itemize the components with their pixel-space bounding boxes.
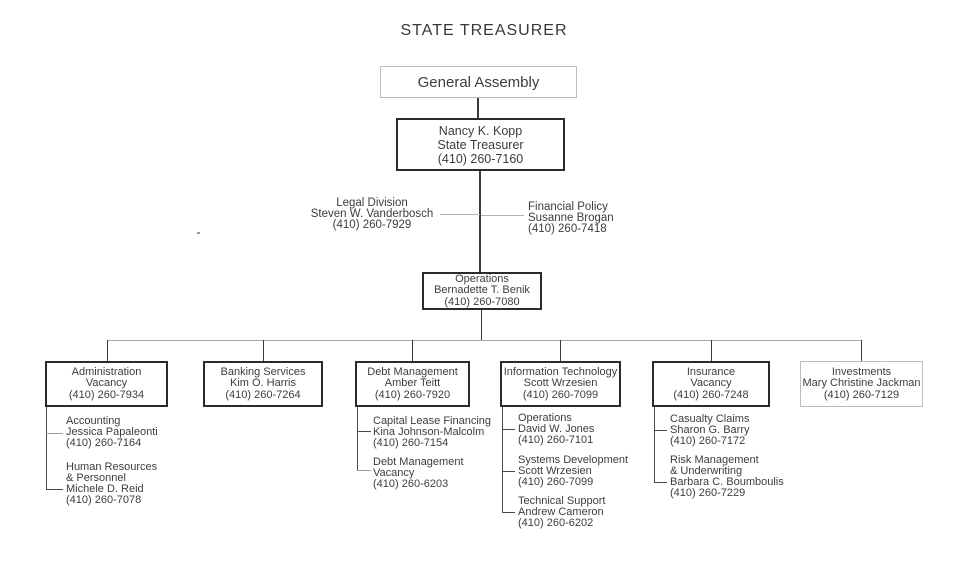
connector-drop-debt [412, 340, 413, 361]
node-financial-policy [528, 202, 648, 235]
connector-rail [107, 340, 861, 341]
financial-policy-name: Susanne Brogan [528, 212, 614, 224]
unit-phone: (410) 260-7229 [670, 487, 746, 499]
operations-phone: (410) 260-7080 [444, 295, 520, 308]
node-insurance [652, 361, 770, 407]
scan-speck [197, 232, 200, 234]
unit-title: Human Resources [66, 461, 158, 473]
tick-human-resources [46, 489, 63, 490]
dept-name: Scott Wrzesien [523, 377, 598, 390]
treasurer-phone: (410) 260-7160 [437, 151, 524, 166]
tick-accounting [46, 433, 63, 434]
bracket-administration [46, 407, 47, 489]
dept-title: Debt Management [367, 365, 458, 378]
unit-name: Scott Wrzesien [518, 465, 592, 477]
unit-title: Technical Support [518, 495, 606, 507]
unit-phone: (410) 260-7099 [518, 476, 594, 488]
tick-risk-management [654, 482, 667, 483]
unit-title: Debt Management [373, 456, 464, 468]
tick-capital-lease [357, 431, 371, 432]
unit-phone: (410) 260-6202 [518, 517, 594, 529]
tick-casualty-claims [654, 430, 667, 431]
node-administration [45, 361, 168, 407]
unit-risk-management [670, 455, 784, 499]
unit-capital-lease-financing [373, 416, 491, 449]
unit-title: Operations [518, 412, 572, 424]
node-general-assembly-label: General Assembly [417, 73, 540, 91]
dept-phone: (410) 260-7934 [68, 388, 145, 401]
dept-phone: (410) 260-7129 [823, 388, 900, 401]
unit-name: Vacancy [373, 467, 415, 479]
unit-name: Jessica Papaleonti [66, 426, 158, 438]
connector-financial [481, 215, 524, 216]
connector-drop-investments [861, 340, 862, 361]
legal-division-name: Steven W. Vanderbosch [310, 208, 434, 220]
node-treasurer [396, 118, 565, 171]
dept-name: Vacancy [690, 377, 732, 390]
connector-operations-rail [481, 310, 482, 340]
connector-drop-it [560, 340, 561, 361]
dept-title: Information Technology [503, 365, 618, 378]
unit-title2: & Personnel [66, 472, 126, 484]
node-debt-management [355, 361, 470, 407]
unit-title2: & Underwriting [670, 465, 743, 477]
financial-policy-title: Financial Policy [528, 201, 608, 213]
tick-systems-development [502, 471, 515, 472]
dept-title: Insurance [686, 365, 736, 378]
treasurer-name: Nancy K. Kopp [438, 123, 523, 138]
unit-human-resources [66, 462, 157, 506]
treasurer-title: State Treasurer [437, 137, 524, 152]
unit-title: Accounting [66, 415, 121, 427]
connector-drop-administration [107, 340, 108, 361]
node-general-assembly [380, 66, 577, 98]
tick-it-operations [502, 429, 515, 430]
unit-phone: (410) 260-7101 [518, 434, 594, 446]
unit-name: Michele D. Reid [66, 483, 144, 495]
bracket-insurance [654, 407, 655, 482]
node-investments [800, 361, 923, 407]
unit-technical-support [518, 496, 605, 529]
unit-accounting [66, 416, 158, 449]
tick-debt-vacancy [357, 470, 371, 471]
bracket-information-technology [502, 407, 503, 512]
unit-phone: (410) 260-7078 [66, 494, 142, 506]
node-legal-division [298, 198, 446, 231]
unit-name: Sharon G. Barry [670, 424, 750, 436]
page-title: STATE TREASURER [400, 22, 568, 39]
dept-phone: (410) 260-7920 [374, 388, 451, 401]
unit-title: Casualty Claims [670, 413, 750, 425]
unit-casualty-claims [670, 414, 749, 447]
dept-name: Kim O. Harris [230, 377, 296, 390]
unit-phone: (410) 260-6203 [373, 478, 449, 490]
unit-phone: (410) 260-7172 [670, 435, 746, 447]
unit-phone: (410) 260-7154 [373, 437, 449, 449]
unit-debt-management [373, 457, 464, 490]
unit-name: Andrew Cameron [518, 506, 604, 518]
connector-legal [440, 214, 480, 215]
operations-title: Operations [455, 272, 509, 285]
connector-treasurer-operations [479, 171, 481, 272]
dept-name: Vacancy [85, 377, 128, 390]
bracket-debt-management [357, 407, 358, 470]
operations-name: Bernadette T. Benik [434, 284, 530, 297]
dept-phone: (410) 260-7264 [225, 388, 301, 401]
unit-it-operations [518, 413, 594, 446]
tick-technical-support [502, 512, 515, 513]
unit-name: Kina Johnson-Malcolm [373, 426, 485, 438]
unit-systems-development [518, 455, 628, 488]
legal-division-phone: (410) 260-7929 [332, 219, 412, 231]
unit-phone: (410) 260-7164 [66, 437, 142, 449]
dept-title: Banking Services [220, 365, 306, 378]
unit-name: David W. Jones [518, 423, 595, 435]
dept-title: Investments [831, 365, 892, 378]
node-banking-services [203, 361, 323, 407]
dept-title: Administration [71, 365, 142, 378]
dept-name: Mary Christine Jackman [802, 377, 921, 390]
unit-name: Barbara C. Boumboulis [670, 476, 784, 488]
connector-drop-banking [263, 340, 264, 361]
unit-title: Risk Management [670, 454, 759, 466]
unit-title: Systems Development [518, 454, 629, 466]
dept-name: Amber Teitt [384, 377, 441, 390]
financial-policy-phone: (410) 260-7418 [528, 223, 607, 235]
connector-ga-treasurer [477, 98, 479, 118]
dept-phone: (410) 260-7248 [673, 388, 749, 401]
unit-title: Capital Lease Financing [373, 415, 492, 427]
dept-phone: (410) 260-7099 [522, 388, 599, 401]
node-operations [422, 272, 542, 310]
connector-drop-insurance [711, 340, 712, 361]
node-information-technology [500, 361, 621, 407]
legal-division-title: Legal Division [336, 197, 408, 209]
